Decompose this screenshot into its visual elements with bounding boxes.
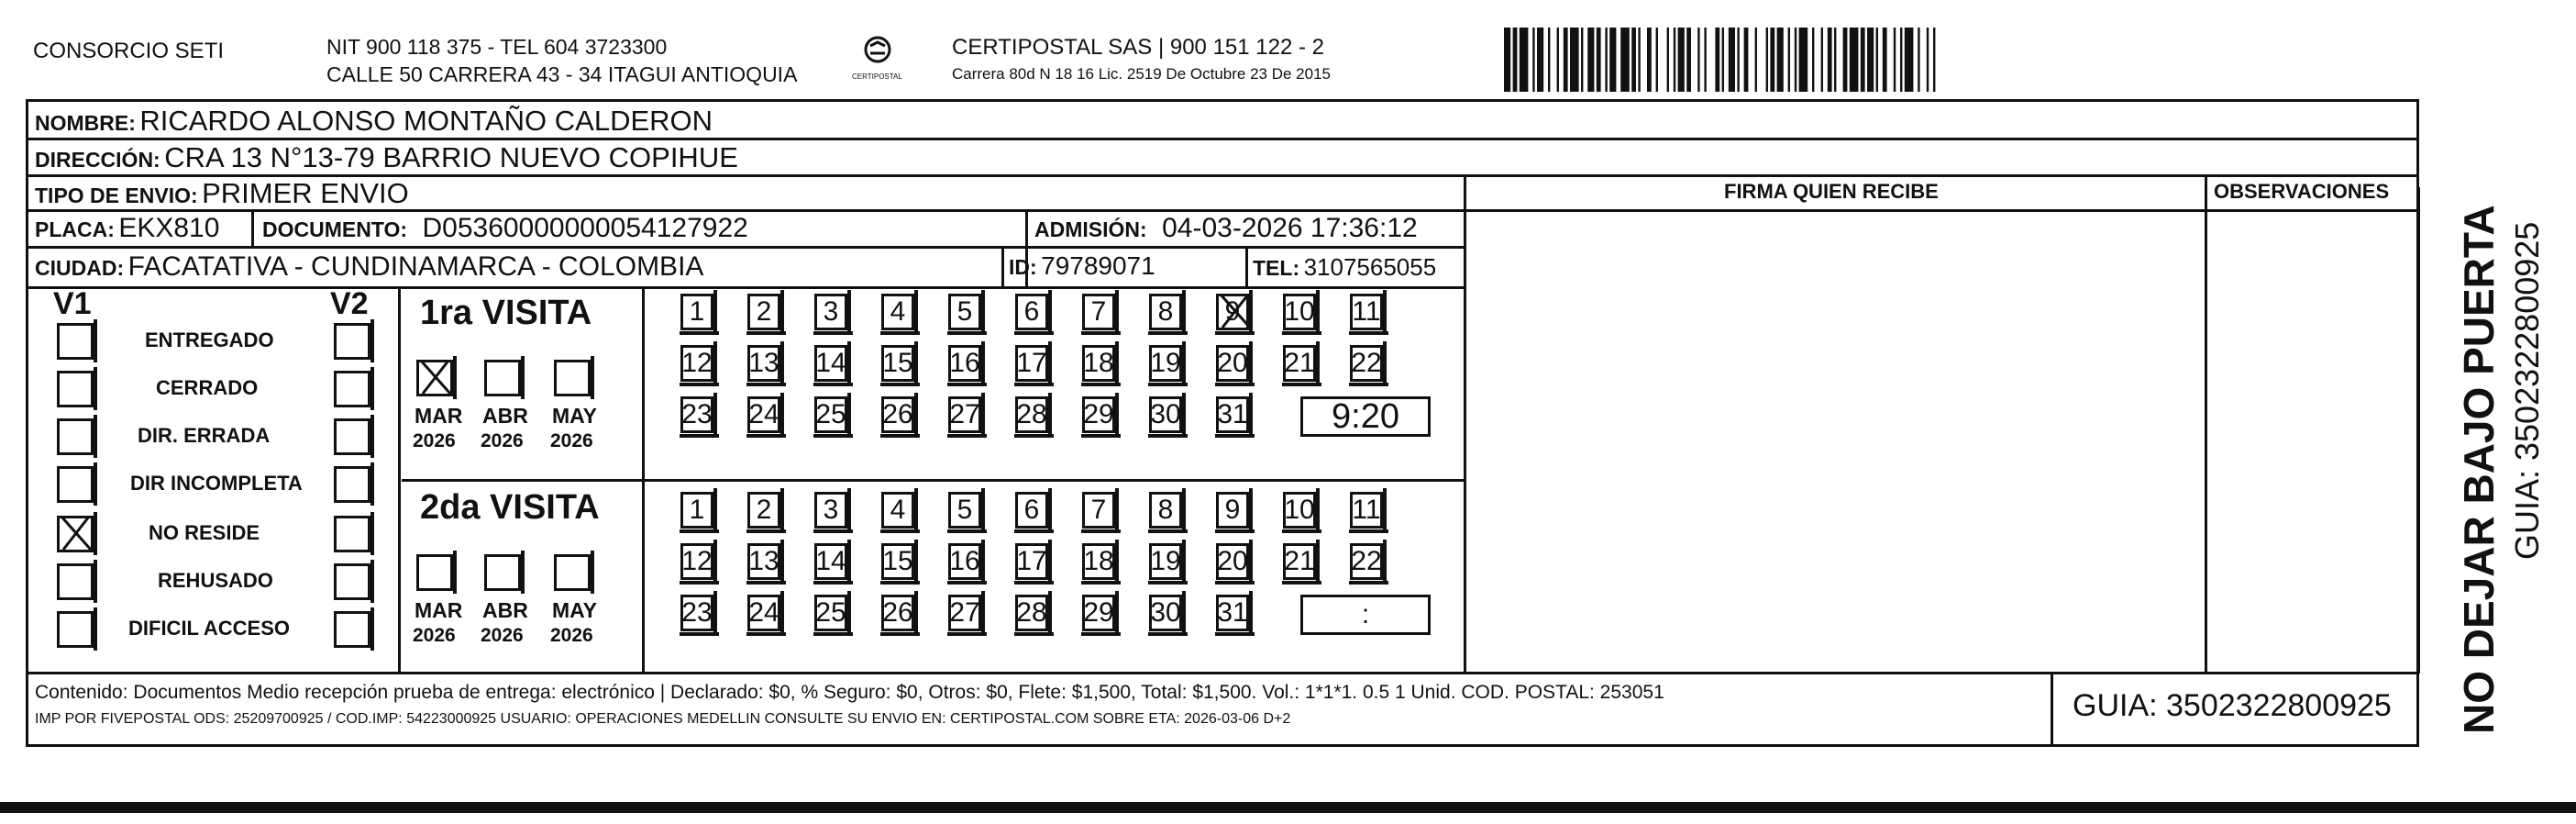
- nombre-row: NOMBRE: RICARDO ALONSO MONTAÑO CALDERON: [35, 105, 713, 137]
- status-label-1: CERRADO: [156, 376, 259, 399]
- day-box-27: 27: [948, 396, 981, 433]
- v1-label: V1: [53, 286, 92, 321]
- day-box-10: 10: [1283, 294, 1316, 330]
- month-checkbox-0: [416, 360, 453, 396]
- v2-checkbox: [334, 466, 370, 503]
- day-box-15: 15: [881, 345, 914, 382]
- month-year-1: 2026: [481, 625, 524, 646]
- day-box-13: 13: [747, 543, 780, 580]
- month-year-0: 2026: [413, 625, 456, 646]
- documento-value: D05360000000054127922: [422, 213, 748, 243]
- day-box-20: 20: [1216, 543, 1249, 580]
- day-box-12: 12: [680, 345, 713, 382]
- day-box-11: 11: [1350, 294, 1383, 330]
- documento-cell: DOCUMENTO: D05360000000054127922: [262, 213, 748, 243]
- day-box-1: 1: [680, 294, 713, 330]
- cut-line: [0, 802, 2576, 813]
- day-box-2: 2: [747, 294, 780, 330]
- day-box-22: 22: [1350, 345, 1383, 382]
- day-box-5: 5: [948, 294, 981, 330]
- tel-value: 3107565055: [1303, 253, 1437, 281]
- day-box-4: 4: [881, 492, 914, 529]
- check-mark-icon: [1215, 291, 1255, 331]
- firma-header: FIRMA QUIEN RECIBE: [1724, 180, 1939, 203]
- company-name: CONSORCIO SETI: [33, 39, 225, 63]
- tipo-row: TIPO DE ENVIO: PRIMER ENVIO: [35, 177, 409, 209]
- ciudad-cell: CIUDAD: FACATATIVA - CUNDINAMARCA - COLOMBIA: [35, 251, 704, 282]
- day-box-31: 31: [1216, 595, 1249, 631]
- day-box-15: 15: [881, 543, 914, 580]
- day-box-18: 18: [1082, 345, 1115, 382]
- status-label-2: DIR. ERRADA: [138, 424, 271, 447]
- month-year-2: 2026: [550, 430, 593, 451]
- day-box-16: 16: [948, 543, 981, 580]
- v1-checkbox: [57, 611, 94, 648]
- month-checkbox-2: [554, 360, 591, 396]
- v1-checkbox: [57, 466, 94, 503]
- day-box-26: 26: [881, 396, 914, 433]
- month-label-0: MAR: [415, 404, 463, 428]
- admision-cell: ADMISIÓN: 04-03-2026 17:36:12: [1034, 213, 1418, 243]
- address-line: CALLE 50 CARRERA 43 - 34 ITAGUI ANTIOQUIA: [326, 62, 798, 86]
- tipo-value: PRIMER ENVIO: [202, 177, 409, 209]
- day-box-5: 5: [948, 492, 981, 529]
- day-box-27: 27: [948, 595, 981, 631]
- direccion-row: DIRECCIÓN: CRA 13 N°13-79 BARRIO NUEVO COPIHUE: [35, 141, 738, 173]
- day-box-16: 16: [948, 345, 981, 382]
- day-box-23: 23: [680, 396, 713, 433]
- tel-cell: TEL: 3107565055: [1253, 253, 1437, 281]
- day-box-24: 24: [747, 396, 780, 433]
- status-label-6: DIFICIL ACCESO: [128, 617, 291, 640]
- day-box-14: 14: [814, 543, 847, 580]
- day-box-28: 28: [1015, 396, 1048, 433]
- day-box-17: 17: [1015, 543, 1048, 580]
- day-box-7: 7: [1082, 294, 1115, 330]
- status-label-0: ENTREGADO: [145, 328, 274, 351]
- month-checkbox-0: [416, 554, 453, 591]
- month-label-0: MAR: [415, 598, 463, 622]
- side-guia: GUIA: 3502322800925: [2508, 221, 2546, 560]
- placa-value: EKX810: [118, 213, 220, 243]
- v2-checkbox: [334, 323, 370, 360]
- check-mark-icon: [415, 357, 456, 397]
- check-mark-icon: [56, 513, 96, 553]
- month-checkbox-1: [484, 360, 521, 396]
- day-box-30: 30: [1149, 396, 1182, 433]
- time-box: :: [1300, 595, 1431, 635]
- certipostal-line: CERTIPOSTAL SAS | 900 151 122 - 2: [952, 35, 1324, 60]
- observaciones-header: OBSERVACIONES: [2214, 180, 2390, 203]
- visit2-title: 2da VISITA: [420, 488, 600, 527]
- day-box-9: 9: [1216, 492, 1249, 529]
- day-box-6: 6: [1015, 492, 1048, 529]
- footer-imp: IMP POR FIVEPOSTAL ODS: 25209700925 / COD.IMP: 54223000925 USUARIO: OPERACIONES MEDELLIN CONSULTE SU ENVIO EN: CERTIPOSTAL.COM SOBRE ETA: 2026-03-06 D+2: [35, 711, 1291, 727]
- visit1-title: 1ra VISITA: [420, 294, 592, 332]
- license-line: Carrera 80d N 18 16 Lic. 2519 De Octubre 23 De 2015: [952, 65, 1331, 83]
- day-box-25: 25: [814, 396, 847, 433]
- nombre-value: RICARDO ALONSO MONTAÑO CALDERON: [139, 105, 713, 137]
- day-box-26: 26: [881, 595, 914, 631]
- id-cell: ID: 79789071: [1009, 251, 1155, 280]
- v1-checkbox: [57, 418, 94, 455]
- day-box-14: 14: [814, 345, 847, 382]
- v2-checkbox: [334, 516, 370, 552]
- day-box-11: 11: [1350, 492, 1383, 529]
- admision-value: 04-03-2026 17:36:12: [1162, 213, 1418, 243]
- day-box-25: 25: [814, 595, 847, 631]
- day-box-10: 10: [1283, 492, 1316, 529]
- day-box-4: 4: [881, 294, 914, 330]
- day-box-8: 8: [1149, 492, 1182, 529]
- certipostal-logo: [852, 33, 902, 84]
- v2-checkbox: [334, 611, 370, 648]
- day-box-1: 1: [680, 492, 713, 529]
- day-box-2: 2: [747, 492, 780, 529]
- placa-cell: PLACA: EKX810: [35, 213, 220, 243]
- time-box: 9:20: [1300, 396, 1431, 437]
- v1-checkbox: [57, 516, 94, 552]
- day-box-30: 30: [1149, 595, 1182, 631]
- day-box-3: 3: [814, 492, 847, 529]
- day-box-19: 19: [1149, 345, 1182, 382]
- day-box-12: 12: [680, 543, 713, 580]
- nit-line: NIT 900 118 375 - TEL 604 3723300: [326, 35, 668, 59]
- v1-checkbox: [57, 323, 94, 360]
- day-box-18: 18: [1082, 543, 1115, 580]
- day-box-29: 29: [1082, 396, 1115, 433]
- day-box-6: 6: [1015, 294, 1048, 330]
- day-box-19: 19: [1149, 543, 1182, 580]
- day-box-3: 3: [814, 294, 847, 330]
- day-box-21: 21: [1283, 543, 1316, 580]
- status-label-3: DIR INCOMPLETA: [130, 472, 303, 495]
- month-year-1: 2026: [481, 430, 524, 451]
- v2-checkbox: [334, 371, 370, 407]
- footer-guia: GUIA: 3502322800925: [2073, 688, 2392, 723]
- day-box-31: 31: [1216, 396, 1249, 433]
- month-checkbox-1: [484, 554, 521, 591]
- footer-contenido: Contenido: Documentos Medio recepción prueba de entrega: electrónico | Declarado: $0, % Seguro: $0, Otros: $0, Flete: $1,500, Total: $1,500. Vol.: 1*1*1. 0.5 1 Unid. COD. POSTAL: 253051: [35, 682, 1664, 703]
- month-label-1: ABR: [482, 404, 528, 428]
- id-value: 79789071: [1041, 251, 1155, 280]
- day-box-28: 28: [1015, 595, 1048, 631]
- v1-checkbox: [57, 563, 94, 600]
- v2-checkbox: [334, 563, 370, 600]
- status-label-4: NO RESIDE: [149, 521, 260, 544]
- day-box-17: 17: [1015, 345, 1048, 382]
- v2-checkbox: [334, 418, 370, 455]
- month-label-2: MAY: [552, 404, 597, 428]
- day-box-22: 22: [1350, 543, 1383, 580]
- day-box-23: 23: [680, 595, 713, 631]
- frame-divider: [2417, 187, 2420, 674]
- direccion-value: CRA 13 N°13-79 BARRIO NUEVO COPIHUE: [164, 141, 738, 173]
- barcode: [1504, 28, 2210, 92]
- day-box-9: 9: [1216, 294, 1249, 330]
- day-box-7: 7: [1082, 492, 1115, 529]
- side-warning: NO DEJAR BAJO PUERTA: [2455, 205, 2503, 734]
- day-box-21: 21: [1283, 345, 1316, 382]
- status-label-5: REHUSADO: [158, 569, 273, 592]
- month-year-2: 2026: [550, 625, 593, 646]
- month-label-2: MAY: [552, 598, 597, 622]
- ciudad-value: FACATATIVA - CUNDINAMARCA - COLOMBIA: [127, 251, 704, 282]
- day-box-20: 20: [1216, 345, 1249, 382]
- day-box-24: 24: [747, 595, 780, 631]
- month-checkbox-2: [554, 554, 591, 591]
- day-box-13: 13: [747, 345, 780, 382]
- day-box-29: 29: [1082, 595, 1115, 631]
- month-label-1: ABR: [482, 598, 528, 622]
- day-box-8: 8: [1149, 294, 1182, 330]
- month-year-0: 2026: [413, 430, 456, 451]
- v2-label: V2: [330, 286, 369, 321]
- v1-checkbox: [57, 371, 94, 407]
- logo-text: CERTIPOSTAL: [852, 72, 902, 81]
